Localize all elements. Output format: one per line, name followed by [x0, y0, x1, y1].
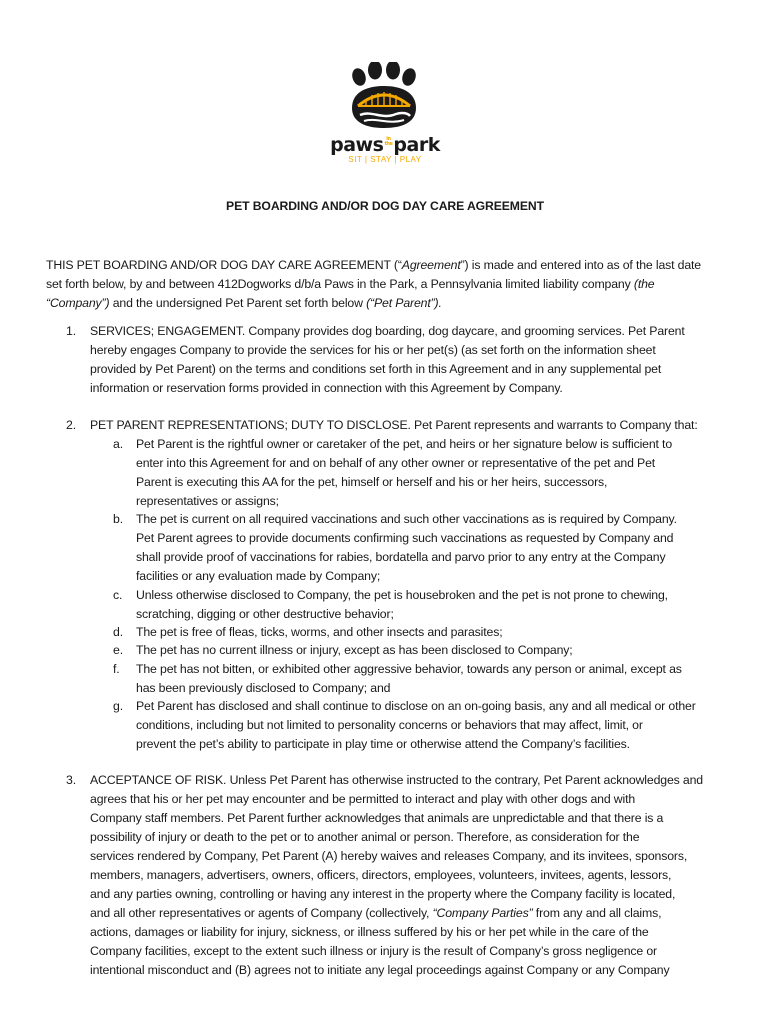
- company-term: (the: [633, 277, 655, 291]
- subitem-letter: c.: [113, 588, 123, 602]
- paw-bridge-icon: [322, 62, 448, 136]
- logo-wordmark: [324, 134, 446, 156]
- pet-parent-term: (“Pet Parent”).: [366, 296, 442, 310]
- subitem-line: Pet Parent agrees to provide documents confirming such vaccinations as requested by Company and: [136, 531, 674, 545]
- section-line: actions, damages or liability for injury, sickness, or illness suffered by his or her pet while in the care of the: [90, 925, 649, 939]
- section-line: Company staff members. Pet Parent further acknowledges that animals are unpredictable and that there is a: [90, 811, 664, 825]
- section-1-services: [66, 322, 726, 398]
- subitem-letter: a.: [113, 437, 123, 451]
- intro-line: [46, 294, 726, 313]
- section-line: [90, 904, 726, 923]
- subitem-line: The pet has not bitten, or exhibited other aggressive behavior, towards any person or animal, except as: [136, 662, 682, 676]
- section-text: from any and all claims,: [532, 906, 662, 920]
- section-number: 3.: [66, 773, 76, 787]
- company-parties-term: “Company Parties”: [432, 906, 533, 920]
- section-line: information or reservation forms provided in connection with this Agreement by Company.: [90, 381, 563, 395]
- subitem-line: Parent is executing this AA for the pet, himself or herself and his or her heirs, successors,: [136, 475, 608, 489]
- subitem-line: The pet is free of fleas, ticks, worms, and other insects and parasites;: [136, 625, 503, 639]
- section-line: services rendered by Company, Pet Parent (A) hereby waives and releases Company, and its invitees, sponsors,: [90, 849, 688, 863]
- subitem-line: Pet Parent is the rightful owner or caretaker of the pet, and heirs or her signature below is sufficient to: [136, 437, 673, 451]
- subitem-line: scratching, digging or other destructive behavior;: [136, 607, 394, 621]
- subitem-b: [113, 510, 728, 586]
- subitem-line: The pet is current on all required vaccinations and such other vaccinations as is required by Company.: [136, 512, 677, 526]
- subitem-line: conditions, including but not limited to personality concerns or behaviors that may affect, limit, or: [136, 718, 643, 732]
- intro-text: set forth below, by and between 412Dogworks d/b/a Paws in the Park, a Pennsylvania limited liability company: [46, 277, 634, 291]
- subitem-letter: d.: [113, 625, 123, 639]
- section-line: Company facilities, except to the extent such illness or injury is the result of Company’s gross negligence or: [90, 944, 657, 958]
- intro-text: and the undersigned Pet Parent set forth below: [109, 296, 367, 310]
- subitem-line: facilities or any evaluation made by Company;: [136, 569, 381, 583]
- section-line: SERVICES; ENGAGEMENT. Company provides dog boarding, dog daycare, and grooming services. Pet Parent: [90, 324, 685, 338]
- section-line: hereby engages Company to provide the services for his or her pet(s) (as set forth on the information sheet: [90, 343, 656, 357]
- section-line: ACCEPTANCE OF RISK. Unless Pet Parent has otherwise instructed to the contrary, Pet Parent acknowledges and: [90, 773, 703, 787]
- section-line: agrees that his or her pet may encounter and be permitted to interact and play with other dogs and with: [90, 792, 636, 806]
- subitem-line: shall provide proof of vaccinations for rabies, bordatella and parvo prior to any entry at the Company: [136, 550, 666, 564]
- company-term: “Company”): [46, 296, 110, 310]
- subitem-e: [113, 641, 728, 660]
- intro-text: THIS PET BOARDING AND/OR DOG DAY CARE AGREEMENT (“: [46, 258, 402, 272]
- subitem-f: [113, 660, 728, 698]
- subitem-line: Pet Parent has disclosed and shall continue to disclose on an on-going basis, any and all medical or other: [136, 699, 696, 713]
- logo-word-in: in: [386, 136, 391, 142]
- section-line: possibility of injury or death to the pet or to another animal or person. Therefore, as consideration for the: [90, 830, 640, 844]
- section-3-acceptance-of-risk: [66, 771, 726, 980]
- subitem-line: Unless otherwise disclosed to Company, the pet is housebroken and the pet is not prone to chewing,: [136, 588, 668, 602]
- logo-word-paws: paws: [330, 134, 384, 156]
- subitem-c: [113, 586, 728, 624]
- section-text: and all other representatives or agents of Company (collectively,: [90, 906, 433, 920]
- subitem-letter: f.: [113, 662, 120, 676]
- section-line: and any parties owning, controlling or having any interest in the property where the Company facility is located,: [90, 887, 676, 901]
- subitem-letter: b.: [113, 512, 123, 526]
- section-line: members, managers, advertisers, owners, officers, directors, employees, volunteers, invitees, agents, lessors,: [90, 868, 672, 882]
- logo-tagline: SIT | STAY | PLAY: [348, 155, 422, 164]
- section-2-representations: [66, 416, 726, 435]
- subitem-d: [113, 623, 728, 642]
- subitem-line: representatives or assigns;: [136, 494, 279, 508]
- logo-word-park: park: [393, 134, 440, 156]
- section-number: 1.: [66, 324, 76, 338]
- intro-line: [46, 256, 726, 275]
- section-line: provided by Pet Parent) on the terms and conditions set forth in this Agreement and in any supplemental pet: [90, 362, 662, 376]
- logo-word-the: the: [384, 141, 393, 147]
- subitem-letter: e.: [113, 643, 123, 657]
- logo-word-in-the: [383, 137, 393, 147]
- intro-paragraph: [46, 256, 726, 313]
- subitem-line: has been previously disclosed to Company; and: [136, 681, 391, 695]
- section-number: 2.: [66, 418, 76, 432]
- document-title: PET BOARDING AND/OR DOG DAY CARE AGREEMENT: [226, 199, 544, 213]
- subitem-letter: g.: [113, 699, 123, 713]
- agreement-term: Agreement: [401, 258, 461, 272]
- subitem-line: prevent the pet’s ability to participate in play time or otherwise attend the Company’s facilities.: [136, 737, 630, 751]
- intro-line: [46, 275, 726, 294]
- section-heading-line: PET PARENT REPRESENTATIONS; DUTY TO DISCLOSE. Pet Parent represents and warrants to Company that:: [90, 418, 698, 432]
- section-line: intentional misconduct and (B) agrees not to initiate any legal proceedings against Company or any Company: [90, 963, 670, 977]
- subitem-line: The pet has no current illness or injury, except as has been disclosed to Company;: [136, 643, 573, 657]
- subitem-a: [113, 435, 728, 511]
- logo: [322, 62, 448, 170]
- intro-text: ”) is made and entered into as of the last date: [460, 258, 701, 272]
- subitem-line: enter into this Agreement for and on behalf of any other owner or representative of the pet and Pet: [136, 456, 656, 470]
- subitem-g: [113, 697, 728, 754]
